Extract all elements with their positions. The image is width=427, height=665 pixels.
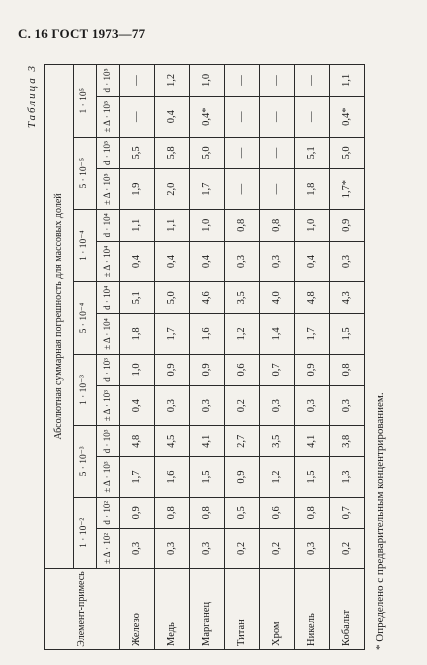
table-cell: 1,3 xyxy=(330,457,365,497)
page-header: С. 16 ГОСТ 1973—77 xyxy=(18,26,146,41)
table-cell: 1,7 xyxy=(190,169,225,210)
table-cell: 0,9 xyxy=(190,354,225,385)
table-cell: 1,1 xyxy=(120,209,155,241)
element-name: Никель xyxy=(295,569,330,650)
table-cell: 1,0 xyxy=(120,354,155,385)
table-cell: 0,8 xyxy=(155,497,190,528)
table-cell: 1,0 xyxy=(295,209,330,241)
error-subheader: ± Δ · 10⁴ xyxy=(97,241,120,282)
table-row xyxy=(260,65,295,650)
concentration-header: 5 · 10⁻⁵ xyxy=(74,137,97,209)
table-row xyxy=(155,65,190,650)
deviation-subheader: d · 10⁴ xyxy=(97,282,120,314)
concentration-header: 1 · 10⁻⁴ xyxy=(74,209,97,281)
table-cell: 0,8 xyxy=(330,354,365,385)
table-cell: 5,0 xyxy=(155,282,190,314)
table-row xyxy=(225,65,260,650)
table-cell: 0,2 xyxy=(330,528,365,568)
table-cell: 3,8 xyxy=(330,426,365,457)
table-cell: 4,8 xyxy=(295,282,330,314)
concentration-header: 1 · 10⁻² xyxy=(74,497,97,568)
table-cell: 1,7 xyxy=(295,314,330,355)
table-row xyxy=(120,65,155,650)
element-name: Кобальт xyxy=(330,569,365,650)
table-cell: — xyxy=(120,65,155,97)
table-cell: 1,5 xyxy=(330,314,365,355)
concentration-header: 1 · 10⁵ xyxy=(74,65,97,138)
table-cell: 2,0 xyxy=(155,169,190,210)
element-name: Медь xyxy=(155,569,190,650)
table-cell: 4,0 xyxy=(260,282,295,314)
table-cell: 2,7 xyxy=(225,426,260,457)
table-cell: 0,3 xyxy=(155,528,190,568)
table-cell: 0,8 xyxy=(225,209,260,241)
table-cell: 5,0 xyxy=(330,137,365,169)
table-cell: 1,1 xyxy=(155,209,190,241)
table-cell: 1,5 xyxy=(190,457,225,497)
table-cell: 5,8 xyxy=(155,137,190,169)
table-cell: 1,2 xyxy=(225,314,260,355)
table-cell: 1,5 xyxy=(295,457,330,497)
table-cell: 5,1 xyxy=(120,282,155,314)
table-cell: 4,1 xyxy=(190,426,225,457)
table-cell: 0,3 xyxy=(295,386,330,426)
table-cell: 0,3 xyxy=(120,528,155,568)
table-cell: 1,1 xyxy=(330,65,365,97)
table-cell: 1,2 xyxy=(260,457,295,497)
element-name: Хром xyxy=(260,569,295,650)
deviation-subheader: d · 10³ xyxy=(97,426,120,457)
table-cell: — xyxy=(225,96,260,137)
table-cell: 0,6 xyxy=(260,497,295,528)
error-subheader: ± Δ · 10⁵ xyxy=(97,96,120,137)
table-cell: — xyxy=(225,137,260,169)
table-cell: 0,8 xyxy=(260,209,295,241)
table-cell: — xyxy=(260,169,295,210)
concentration-header: 5 · 10⁻⁴ xyxy=(74,282,97,354)
element-name: Железо xyxy=(120,569,155,650)
table-cell: — xyxy=(295,65,330,97)
table-row xyxy=(330,65,365,650)
table-cell: 0,8 xyxy=(295,497,330,528)
table-cell: 0,5 xyxy=(225,497,260,528)
table-cell: — xyxy=(260,96,295,137)
table-cell: — xyxy=(225,169,260,210)
table-cell: 0,7 xyxy=(330,497,365,528)
footnote: * Определено с предварительным концентрированием. xyxy=(374,392,386,650)
concentration-header: 5 · 10⁻³ xyxy=(74,426,97,497)
table-cell: 1,7 xyxy=(155,314,190,355)
table-cell: 0,9 xyxy=(155,354,190,385)
table-cell: 0,4 xyxy=(120,386,155,426)
data-table xyxy=(44,64,365,650)
group-header: Абсолютная суммарная погрешность для массовых долей xyxy=(45,65,74,569)
table-cell: 0,3 xyxy=(225,241,260,282)
table-row xyxy=(295,65,330,650)
table-cell: 0,9 xyxy=(330,209,365,241)
table-cell: — xyxy=(120,96,155,137)
table-cell: 1,0 xyxy=(190,209,225,241)
table-cell: 0,6 xyxy=(225,354,260,385)
table-cell: 1,6 xyxy=(190,314,225,355)
table-cell: 0,8 xyxy=(190,497,225,528)
table-cell: — xyxy=(260,65,295,97)
table-cell: — xyxy=(260,137,295,169)
table-cell: 0,9 xyxy=(225,457,260,497)
table-cell: 4,5 xyxy=(155,426,190,457)
table-cell: 0,4 xyxy=(190,241,225,282)
table-cell: 5,5 xyxy=(120,137,155,169)
table-cell: 0,7 xyxy=(260,354,295,385)
concentration-header: 1 · 10⁻³ xyxy=(74,354,97,425)
table-cell: — xyxy=(295,96,330,137)
table-cell: 0,2 xyxy=(260,528,295,568)
deviation-subheader: d · 10² xyxy=(97,497,120,528)
deviation-subheader: d · 10⁵ xyxy=(97,65,120,97)
table-cell: 0,3 xyxy=(190,386,225,426)
table-cell: 1,7 xyxy=(120,457,155,497)
table-cell: 0,9 xyxy=(120,497,155,528)
table-cell: 0,4 xyxy=(155,96,190,137)
table-cell: 0,3 xyxy=(155,386,190,426)
table-cell: 1,7* xyxy=(330,169,365,210)
error-subheader: ± Δ · 10⁵ xyxy=(97,169,120,210)
deviation-subheader: d · 10⁵ xyxy=(97,137,120,169)
error-subheader: ± Δ · 10³ xyxy=(97,386,120,426)
table-cell: 1,9 xyxy=(120,169,155,210)
table-cell: 1,8 xyxy=(295,169,330,210)
table-cell: 1,4 xyxy=(260,314,295,355)
table-cell: 3,5 xyxy=(225,282,260,314)
table-cell: 0,2 xyxy=(225,386,260,426)
table-cell: 0,9 xyxy=(295,354,330,385)
table-cell: 0,4 xyxy=(295,241,330,282)
table-cell: 1,6 xyxy=(155,457,190,497)
table-cell: 1,2 xyxy=(155,65,190,97)
table-cell: 1,8 xyxy=(120,314,155,355)
table-cell: 1,0 xyxy=(190,65,225,97)
table-cell: 4,1 xyxy=(295,426,330,457)
table-cell: — xyxy=(225,65,260,97)
table-cell: 0,3 xyxy=(330,241,365,282)
table-cell: 0,4* xyxy=(190,96,225,137)
table-cell: 0,3 xyxy=(260,386,295,426)
deviation-subheader: d · 10⁴ xyxy=(97,209,120,241)
table-caption: Таблица 3 xyxy=(26,64,38,129)
element-name: Титан xyxy=(225,569,260,650)
element-name: Марганец xyxy=(190,569,225,650)
table-row xyxy=(190,65,225,650)
table-cell: 5,0 xyxy=(190,137,225,169)
table-cell: 4,6 xyxy=(190,282,225,314)
table-cell: 0,3 xyxy=(295,528,330,568)
element-column-header: Элемент-примесь xyxy=(45,569,120,650)
error-subheader: ± Δ · 10⁴ xyxy=(97,314,120,355)
table-cell: 0,4 xyxy=(155,241,190,282)
table-cell: 0,2 xyxy=(225,528,260,568)
table-cell: 5,1 xyxy=(295,137,330,169)
table-cell: 0,3 xyxy=(190,528,225,568)
table-cell: 0,3 xyxy=(330,386,365,426)
error-subheader: ± Δ · 10³ xyxy=(97,457,120,497)
table-cell: 0,3 xyxy=(260,241,295,282)
error-subheader: ± Δ · 10² xyxy=(97,528,120,568)
deviation-subheader: d · 10³ xyxy=(97,354,120,385)
table-cell: 4,3 xyxy=(330,282,365,314)
table-cell: 0,4* xyxy=(330,96,365,137)
table-cell: 3,5 xyxy=(260,426,295,457)
table-cell: 0,4 xyxy=(120,241,155,282)
rotated-table-block xyxy=(26,60,416,650)
table-cell: 4,8 xyxy=(120,426,155,457)
